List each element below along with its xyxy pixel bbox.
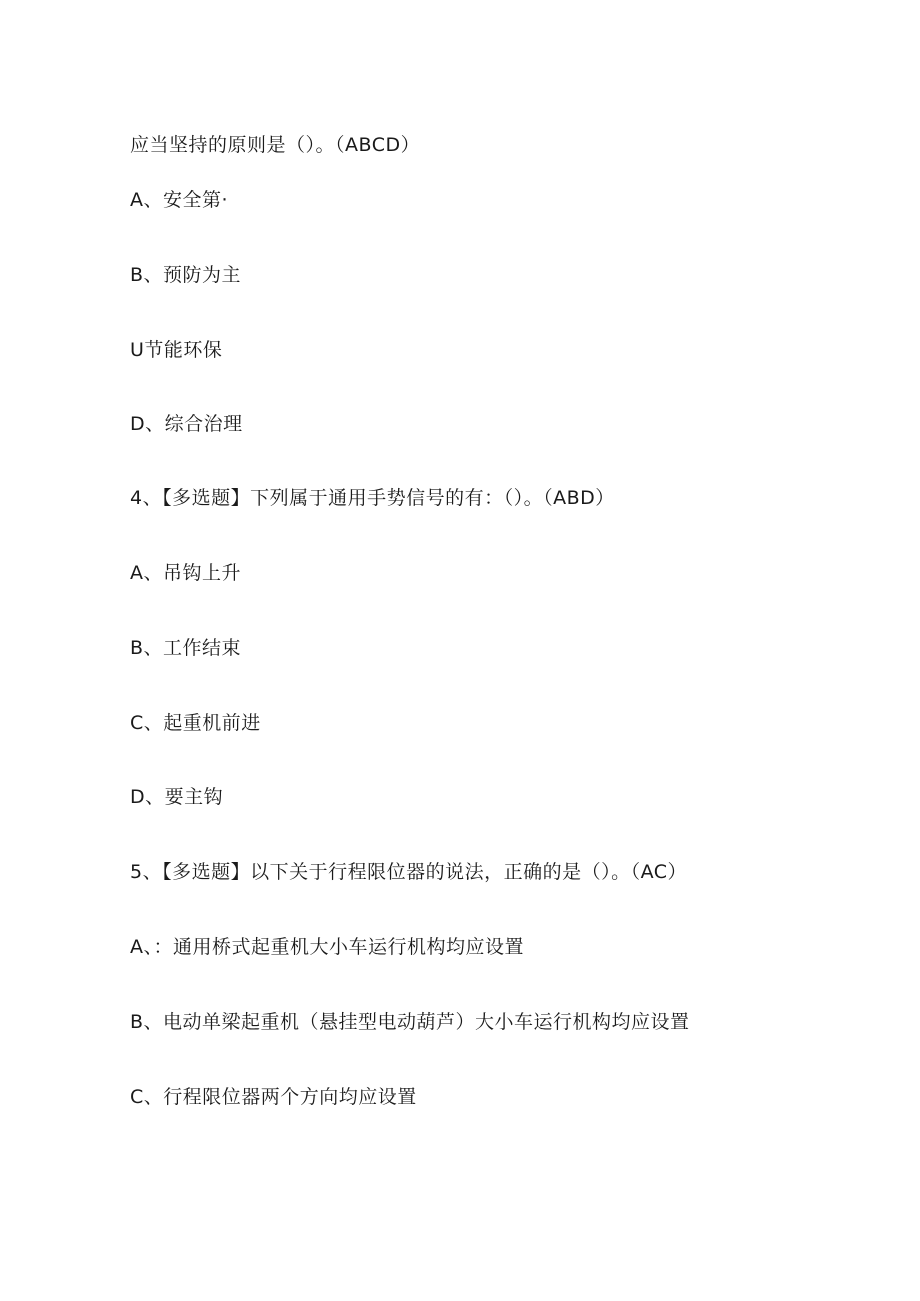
- question-4-stem: 4、【多选题】下列属于通用手势信号的有：（）。（ABD）: [130, 487, 615, 509]
- question-4-option-d: D、要主钩: [130, 786, 224, 808]
- question-5-option-b: B、电动单梁起重机（悬挂型电动葫芦）大小车运行机构均应设置: [130, 1011, 690, 1033]
- question-4-option-a: A、吊钩上升: [130, 562, 241, 584]
- question-3-option-b: B、预防为主: [130, 264, 242, 286]
- question-4-option-c: C、起重机前进: [130, 712, 261, 734]
- question-3-option-d: D、综合治理: [130, 413, 243, 435]
- question-3-option-a: A、安全第·: [130, 189, 229, 211]
- question-3-stem-continuation: 应当坚持的原则是（）。（ABCD）: [130, 134, 421, 156]
- question-5-stem: 5、【多选题】以下关于行程限位器的说法，正确的是（）。（AC）: [130, 861, 688, 883]
- question-5-option-c: C、行程限位器两个方向均应设置: [130, 1086, 417, 1108]
- question-3-option-c: U节能环保: [130, 339, 223, 361]
- question-5-option-a: A、：通用桥式起重机大小车运行机构均应设置: [130, 936, 524, 958]
- question-4-option-b: B、工作结束: [130, 637, 242, 659]
